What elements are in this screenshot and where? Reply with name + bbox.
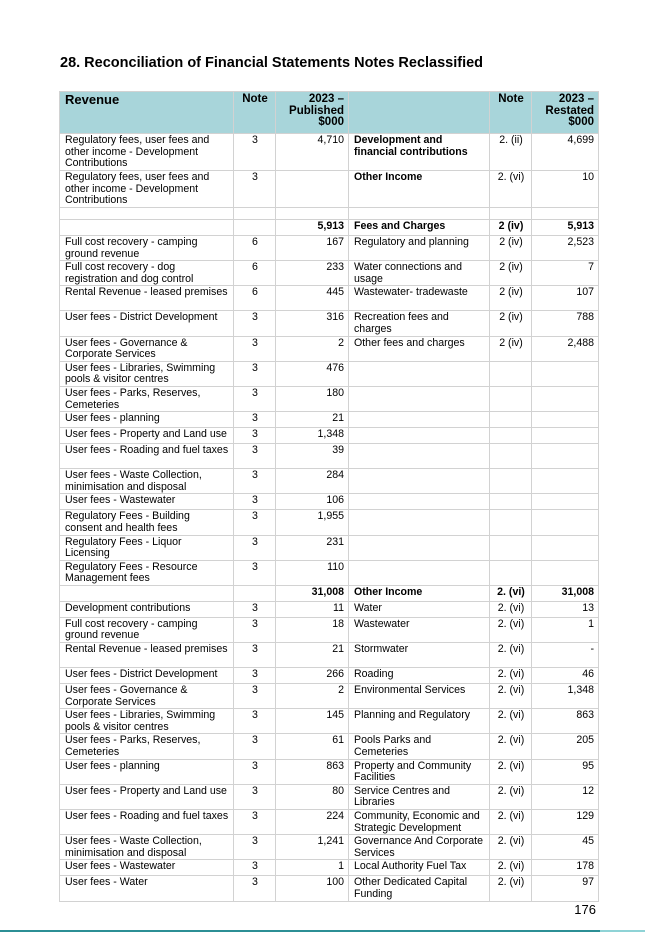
left-description: User fees - Roading and fuel taxes bbox=[60, 444, 234, 469]
right-description: Pools Parks and Cemeteries bbox=[349, 734, 490, 759]
right-note bbox=[490, 510, 532, 535]
left-description bbox=[60, 208, 234, 220]
published-value: 180 bbox=[276, 386, 349, 411]
published-value: 11 bbox=[276, 601, 349, 617]
right-note bbox=[490, 428, 532, 444]
right-note: 2. (vi) bbox=[490, 876, 532, 901]
left-note: 3 bbox=[234, 668, 276, 684]
right-note: 2. (vi) bbox=[490, 734, 532, 759]
right-note: 2. (vi) bbox=[490, 684, 532, 709]
table-row bbox=[60, 311, 599, 336]
published-value: 284 bbox=[276, 469, 349, 494]
page-number: 176 bbox=[574, 902, 596, 917]
left-description: Regulatory Fees - Resource Management fees bbox=[60, 560, 234, 585]
right-note: 2 (iv) bbox=[490, 220, 532, 236]
table-row bbox=[60, 208, 599, 220]
right-note: 2. (vi) bbox=[490, 784, 532, 809]
restated-value: 1 bbox=[532, 617, 599, 642]
right-description: Other Income bbox=[349, 171, 490, 208]
table-row bbox=[60, 535, 599, 560]
right-description: Fees and Charges bbox=[349, 220, 490, 236]
left-description: Full cost recovery - dog registration and dog control bbox=[60, 261, 234, 286]
restated-value: 10 bbox=[532, 171, 599, 208]
header-revenue: Revenue bbox=[60, 92, 234, 134]
restated-value bbox=[532, 510, 599, 535]
table-row bbox=[60, 510, 599, 535]
right-note: 2. (vi) bbox=[490, 601, 532, 617]
published-value: 39 bbox=[276, 444, 349, 469]
table-row bbox=[60, 236, 599, 261]
right-note: 2. (ii) bbox=[490, 134, 532, 171]
published-value: 1,955 bbox=[276, 510, 349, 535]
left-description: User fees - planning bbox=[60, 759, 234, 784]
table-row bbox=[60, 784, 599, 809]
right-description: Environmental Services bbox=[349, 684, 490, 709]
left-description: Full cost recovery - camping ground revenue bbox=[60, 236, 234, 261]
table-row bbox=[60, 810, 599, 835]
left-note: 3 bbox=[234, 311, 276, 336]
right-description: Service Centres and Libraries bbox=[349, 784, 490, 809]
published-value: 224 bbox=[276, 810, 349, 835]
left-note: 6 bbox=[234, 286, 276, 311]
restated-value: 31,008 bbox=[532, 585, 599, 601]
table-row bbox=[60, 428, 599, 444]
restated-value: 205 bbox=[532, 734, 599, 759]
left-note: 3 bbox=[234, 386, 276, 411]
left-description: User fees - Governance & Corporate Services bbox=[60, 336, 234, 361]
table-row bbox=[60, 734, 599, 759]
right-description bbox=[349, 208, 490, 220]
table-row bbox=[60, 361, 599, 386]
right-note: 2. (vi) bbox=[490, 860, 532, 876]
left-description: User fees - Parks, Reserves, Cemeteries bbox=[60, 386, 234, 411]
left-description: User fees - Governance & Corporate Services bbox=[60, 684, 234, 709]
left-description: User fees - Libraries, Swimming pools & visitor centres bbox=[60, 709, 234, 734]
right-description: Property and Community Facilities bbox=[349, 759, 490, 784]
reconciliation-table bbox=[59, 91, 599, 902]
right-description bbox=[349, 361, 490, 386]
restated-value: 95 bbox=[532, 759, 599, 784]
table-row bbox=[60, 134, 599, 171]
published-value: 1,241 bbox=[276, 835, 349, 860]
right-note bbox=[490, 208, 532, 220]
right-description: Other fees and charges bbox=[349, 336, 490, 361]
table-row bbox=[60, 412, 599, 428]
right-description bbox=[349, 386, 490, 411]
left-description bbox=[60, 220, 234, 236]
right-note bbox=[490, 412, 532, 428]
left-note: 3 bbox=[234, 784, 276, 809]
right-note bbox=[490, 469, 532, 494]
table-header-row bbox=[60, 92, 599, 134]
right-note bbox=[490, 361, 532, 386]
left-description: User fees - planning bbox=[60, 412, 234, 428]
restated-value bbox=[532, 560, 599, 585]
left-note: 6 bbox=[234, 236, 276, 261]
table-row bbox=[60, 444, 599, 469]
right-description bbox=[349, 428, 490, 444]
left-note: 3 bbox=[234, 643, 276, 668]
table-row bbox=[60, 220, 599, 236]
left-description: Development contributions bbox=[60, 601, 234, 617]
table-row bbox=[60, 585, 599, 601]
published-value bbox=[276, 208, 349, 220]
right-note: 2. (vi) bbox=[490, 171, 532, 208]
right-description: Roading bbox=[349, 668, 490, 684]
published-value: 4,710 bbox=[276, 134, 349, 171]
right-description: Other Dedicated Capital Funding bbox=[349, 876, 490, 901]
left-description: User fees - Waste Collection, minimisation and disposal bbox=[60, 835, 234, 860]
restated-value: - bbox=[532, 643, 599, 668]
published-value: 266 bbox=[276, 668, 349, 684]
right-description: Wastewater- tradewaste bbox=[349, 286, 490, 311]
left-note bbox=[234, 585, 276, 601]
restated-value bbox=[532, 444, 599, 469]
restated-value: 97 bbox=[532, 876, 599, 901]
right-description: Community, Economic and Strategic Development bbox=[349, 810, 490, 835]
restated-value bbox=[532, 361, 599, 386]
published-value: 61 bbox=[276, 734, 349, 759]
left-description: Full cost recovery - camping ground revenue bbox=[60, 617, 234, 642]
restated-value: 2,488 bbox=[532, 336, 599, 361]
left-description: Rental Revenue - leased premises bbox=[60, 643, 234, 668]
published-value: 445 bbox=[276, 286, 349, 311]
left-note: 3 bbox=[234, 469, 276, 494]
right-note bbox=[490, 560, 532, 585]
restated-value: 129 bbox=[532, 810, 599, 835]
right-note bbox=[490, 386, 532, 411]
table-row bbox=[60, 617, 599, 642]
left-note: 3 bbox=[234, 617, 276, 642]
table-row bbox=[60, 336, 599, 361]
left-note: 3 bbox=[234, 412, 276, 428]
restated-value bbox=[532, 386, 599, 411]
restated-value: 178 bbox=[532, 860, 599, 876]
published-value: 863 bbox=[276, 759, 349, 784]
right-note: 2. (vi) bbox=[490, 810, 532, 835]
table-row bbox=[60, 601, 599, 617]
right-note: 2. (vi) bbox=[490, 617, 532, 642]
table-row bbox=[60, 286, 599, 311]
published-value: 476 bbox=[276, 361, 349, 386]
left-note: 3 bbox=[234, 810, 276, 835]
restated-value bbox=[532, 412, 599, 428]
left-description: User fees - Property and Land use bbox=[60, 784, 234, 809]
table-row bbox=[60, 386, 599, 411]
left-note: 6 bbox=[234, 261, 276, 286]
right-description: Other Income bbox=[349, 585, 490, 601]
left-note: 3 bbox=[234, 336, 276, 361]
published-value: 1 bbox=[276, 860, 349, 876]
restated-value: 45 bbox=[532, 835, 599, 860]
table-row bbox=[60, 709, 599, 734]
published-value: 167 bbox=[276, 236, 349, 261]
right-description bbox=[349, 412, 490, 428]
right-description: Planning and Regulatory bbox=[349, 709, 490, 734]
left-description: User fees - Libraries, Swimming pools & visitor centres bbox=[60, 361, 234, 386]
left-note: 3 bbox=[234, 835, 276, 860]
left-note: 3 bbox=[234, 535, 276, 560]
published-value: 31,008 bbox=[276, 585, 349, 601]
left-note: 3 bbox=[234, 860, 276, 876]
right-description: Governance And Corporate Services bbox=[349, 835, 490, 860]
right-note: 2 (iv) bbox=[490, 261, 532, 286]
left-description: Regulatory Fees - Liquor Licensing bbox=[60, 535, 234, 560]
left-note: 3 bbox=[234, 734, 276, 759]
table-row bbox=[60, 261, 599, 286]
restated-value: 107 bbox=[532, 286, 599, 311]
left-description: Regulatory fees, user fees and other income - Development Contributions bbox=[60, 171, 234, 208]
footer-rule bbox=[0, 930, 645, 932]
published-value: 110 bbox=[276, 560, 349, 585]
table-row bbox=[60, 560, 599, 585]
restated-value: 12 bbox=[532, 784, 599, 809]
published-value: 1,348 bbox=[276, 428, 349, 444]
right-note: 2 (iv) bbox=[490, 311, 532, 336]
right-note: 2 (iv) bbox=[490, 286, 532, 311]
left-description: User fees - Property and Land use bbox=[60, 428, 234, 444]
right-note bbox=[490, 444, 532, 469]
left-description: User fees - Roading and fuel taxes bbox=[60, 810, 234, 835]
right-note: 2. (vi) bbox=[490, 668, 532, 684]
header-note: Note bbox=[234, 92, 276, 134]
published-value: 21 bbox=[276, 412, 349, 428]
right-description: Stormwater bbox=[349, 643, 490, 668]
left-note bbox=[234, 208, 276, 220]
restated-value: 5,913 bbox=[532, 220, 599, 236]
published-value: 316 bbox=[276, 311, 349, 336]
table-row bbox=[60, 860, 599, 876]
right-description: Local Authority Fuel Tax bbox=[349, 860, 490, 876]
right-note: 2. (vi) bbox=[490, 759, 532, 784]
restated-value: 2,523 bbox=[532, 236, 599, 261]
footer-rule-accent bbox=[600, 930, 645, 932]
left-description: Rental Revenue - leased premises bbox=[60, 286, 234, 311]
left-description: User fees - Wastewater bbox=[60, 860, 234, 876]
restated-value bbox=[532, 469, 599, 494]
header-restated: 2023 – Restated $000 bbox=[532, 92, 599, 134]
left-description: User fees - District Development bbox=[60, 668, 234, 684]
header-blank bbox=[349, 92, 490, 134]
right-note: 2 (iv) bbox=[490, 236, 532, 261]
published-value: 106 bbox=[276, 494, 349, 510]
left-description: User fees - District Development bbox=[60, 311, 234, 336]
restated-value: 13 bbox=[532, 601, 599, 617]
right-description: Recreation fees and charges bbox=[349, 311, 490, 336]
restated-value bbox=[532, 494, 599, 510]
right-description bbox=[349, 535, 490, 560]
published-value: 18 bbox=[276, 617, 349, 642]
published-value: 233 bbox=[276, 261, 349, 286]
left-note: 3 bbox=[234, 444, 276, 469]
left-note: 3 bbox=[234, 709, 276, 734]
published-value: 2 bbox=[276, 684, 349, 709]
left-note: 3 bbox=[234, 361, 276, 386]
left-note: 3 bbox=[234, 171, 276, 208]
right-description bbox=[349, 469, 490, 494]
restated-value: 1,348 bbox=[532, 684, 599, 709]
left-description: User fees - Waste Collection, minimisation and disposal bbox=[60, 469, 234, 494]
right-note bbox=[490, 494, 532, 510]
restated-value bbox=[532, 535, 599, 560]
left-description: User fees - Water bbox=[60, 876, 234, 901]
left-description: User fees - Wastewater bbox=[60, 494, 234, 510]
table-row bbox=[60, 759, 599, 784]
left-note: 3 bbox=[234, 510, 276, 535]
right-note: 2. (vi) bbox=[490, 643, 532, 668]
published-value: 5,913 bbox=[276, 220, 349, 236]
left-note: 3 bbox=[234, 494, 276, 510]
published-value: 145 bbox=[276, 709, 349, 734]
left-description bbox=[60, 585, 234, 601]
table-row bbox=[60, 684, 599, 709]
right-description: Regulatory and planning bbox=[349, 236, 490, 261]
right-description bbox=[349, 444, 490, 469]
right-description: Water connections and usage bbox=[349, 261, 490, 286]
table-row bbox=[60, 835, 599, 860]
right-note: 2. (vi) bbox=[490, 585, 532, 601]
table-row bbox=[60, 494, 599, 510]
table-row bbox=[60, 469, 599, 494]
published-value bbox=[276, 171, 349, 208]
right-description: Development and financial contributions bbox=[349, 134, 490, 171]
left-note: 3 bbox=[234, 684, 276, 709]
right-note: 2. (vi) bbox=[490, 709, 532, 734]
left-note: 3 bbox=[234, 876, 276, 901]
restated-value bbox=[532, 208, 599, 220]
left-description: User fees - Parks, Reserves, Cemeteries bbox=[60, 734, 234, 759]
right-description: Wastewater bbox=[349, 617, 490, 642]
restated-value: 7 bbox=[532, 261, 599, 286]
left-note: 3 bbox=[234, 134, 276, 171]
section-title: 28. Reconciliation of Financial Statements Notes Reclassified bbox=[60, 55, 484, 71]
restated-value bbox=[532, 428, 599, 444]
published-value: 2 bbox=[276, 336, 349, 361]
restated-value: 788 bbox=[532, 311, 599, 336]
right-description: Water bbox=[349, 601, 490, 617]
published-value: 100 bbox=[276, 876, 349, 901]
table-row bbox=[60, 668, 599, 684]
published-value: 21 bbox=[276, 643, 349, 668]
restated-value: 4,699 bbox=[532, 134, 599, 171]
left-description: Regulatory fees, user fees and other income - Development Contributions bbox=[60, 134, 234, 171]
table-row bbox=[60, 171, 599, 208]
right-description bbox=[349, 510, 490, 535]
right-note bbox=[490, 535, 532, 560]
left-note: 3 bbox=[234, 560, 276, 585]
right-note: 2 (iv) bbox=[490, 336, 532, 361]
left-note: 3 bbox=[234, 428, 276, 444]
left-description: Regulatory Fees - Building consent and health fees bbox=[60, 510, 234, 535]
header-note-restated: Note bbox=[490, 92, 532, 134]
right-note: 2. (vi) bbox=[490, 835, 532, 860]
left-note: 3 bbox=[234, 601, 276, 617]
right-description bbox=[349, 560, 490, 585]
published-value: 80 bbox=[276, 784, 349, 809]
restated-value: 863 bbox=[532, 709, 599, 734]
restated-value: 46 bbox=[532, 668, 599, 684]
left-note: 3 bbox=[234, 759, 276, 784]
header-published: 2023 – Published $000 bbox=[276, 92, 349, 134]
table-row bbox=[60, 876, 599, 901]
table-row bbox=[60, 643, 599, 668]
published-value: 231 bbox=[276, 535, 349, 560]
right-description bbox=[349, 494, 490, 510]
left-note bbox=[234, 220, 276, 236]
